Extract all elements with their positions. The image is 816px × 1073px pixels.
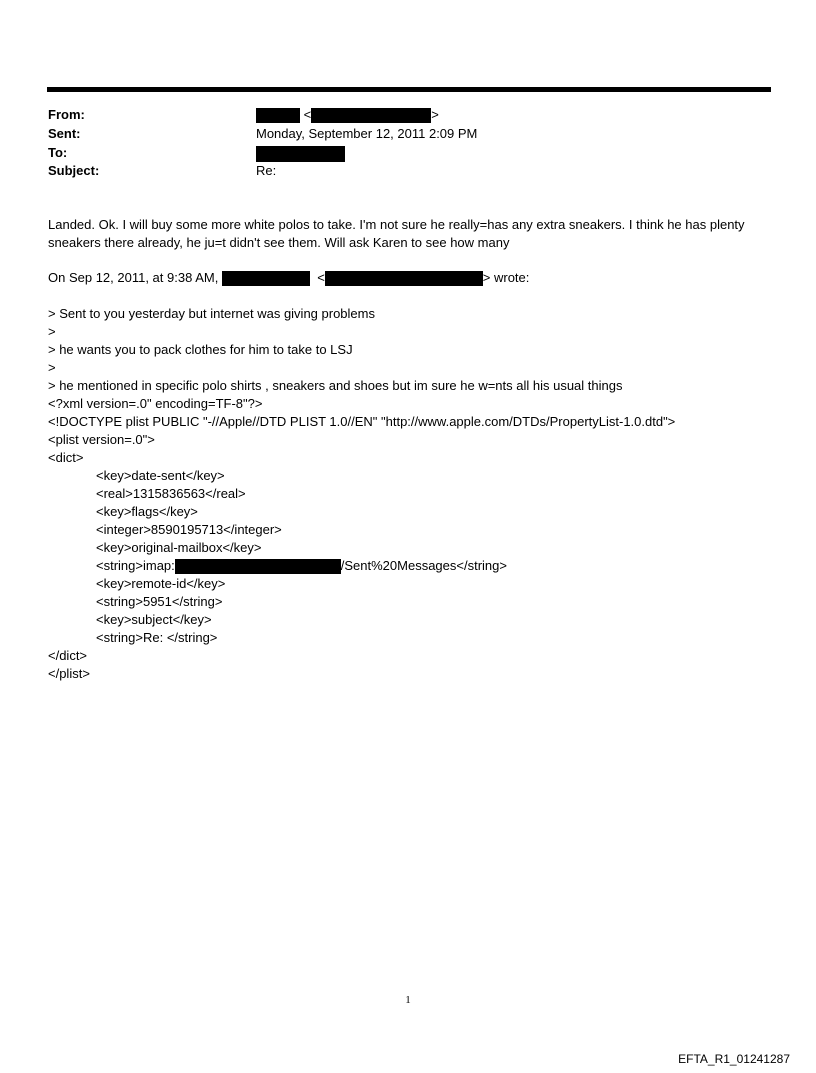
subject-label: Subject: — [48, 163, 100, 178]
subject-value: Re: — [256, 163, 277, 178]
redaction-bar — [256, 146, 345, 162]
dict-open: <dict> — [48, 450, 84, 465]
plist-entry: <string>5951</string> — [96, 594, 223, 609]
redaction-bar — [222, 271, 310, 286]
dict-close: </dict> — [48, 648, 88, 663]
plist-entry: <key>remote-id</key> — [96, 576, 226, 591]
from-gt: > — [431, 107, 439, 122]
from-value — [256, 106, 439, 124]
document-id: EFTA_R1_01241287 — [678, 1052, 790, 1066]
redaction-bar — [256, 108, 300, 123]
plist-open: <plist version=.0"> — [48, 432, 155, 447]
plist-entry: <key>flags</key> — [96, 504, 198, 519]
quoted-line: > — [48, 324, 56, 339]
quote-end: > wrote: — [482, 270, 530, 285]
sent-label: Sent: — [48, 126, 81, 141]
plist-doctype: <!DOCTYPE plist PUBLIC "-//Apple//DTD PLIST 1.0//EN" "http://www.apple.com/DTDs/PropertyList-1.0.dtd"> — [48, 414, 676, 429]
body-line: sneakers there already, he ju=t didn't see them. Will ask Karen to see how many — [48, 235, 510, 250]
to-label: To: — [48, 145, 68, 160]
plist-imap-entry — [96, 557, 507, 575]
page-number: 1 — [405, 994, 411, 1006]
quoted-line: > Sent to you yesterday but internet was giving problems — [48, 306, 375, 321]
imap-prefix: <string>imap: — [96, 558, 175, 573]
redaction-bar — [175, 559, 341, 574]
quote-intro-text: On Sep 12, 2011, at 9:38 AM, — [48, 270, 219, 285]
plist-entry: <real>1315836563</real> — [96, 486, 246, 501]
quote-intro — [48, 269, 529, 287]
quoted-line: > he mentioned in specific polo shirts , sneakers and shoes but im sure he w=nts all his usual things — [48, 378, 623, 393]
plist-entry: <key>date-sent</key> — [96, 468, 225, 483]
plist-close: </plist> — [48, 666, 90, 681]
sent-value: Monday, September 12, 2011 2:09 PM — [256, 126, 478, 141]
plist-entry: <integer>8590195713</integer> — [96, 522, 282, 537]
quoted-line: > he wants you to pack clothes for him to take to LSJ — [48, 342, 353, 357]
plist-entry: <key>subject</key> — [96, 612, 212, 627]
to-value — [256, 144, 345, 162]
from-lt: < — [303, 107, 312, 122]
body-line: Landed. Ok. I will buy some more white polos to take. I'm not sure he really=has any extra sneakers. I think he has plenty — [48, 217, 745, 232]
quoted-line: > — [48, 360, 56, 375]
redaction-bar — [311, 108, 431, 123]
plist-entry: <key>original-mailbox</key> — [96, 540, 262, 555]
quote-lt: < — [317, 270, 325, 285]
from-label: From: — [48, 107, 85, 122]
redaction-bar — [325, 271, 483, 286]
plist-entry: <string>Re: </string> — [96, 630, 218, 645]
plist-xml-decl: <?xml version=.0" encoding=TF-8"?> — [48, 396, 263, 411]
header-rule — [47, 87, 771, 92]
imap-suffix: /Sent%20Messages</string> — [340, 558, 507, 573]
